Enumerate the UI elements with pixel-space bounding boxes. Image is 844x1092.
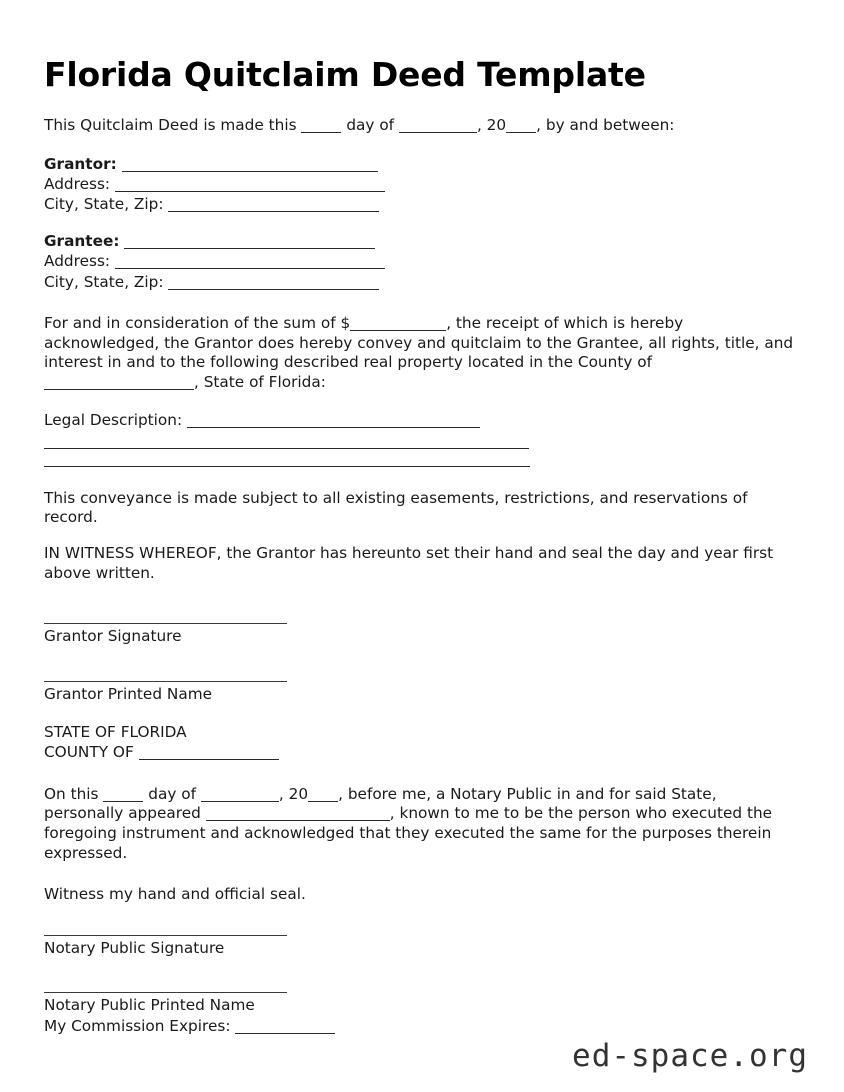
spacer: [44, 763, 800, 785]
consideration-part1-text: For and in consideration of the sum of $: [44, 313, 351, 332]
intro-suffix-text: , by and between:: [536, 115, 675, 134]
county-of-row: [44, 742, 800, 762]
county-of-blank[interactable]: [139, 747, 279, 760]
page-title: Florida Quitclaim Deed Template: [44, 55, 646, 94]
notary-person-blank[interactable]: [206, 808, 390, 821]
notary-part2-text: day of: [148, 784, 197, 803]
grantee-address-row: [44, 251, 800, 271]
notary-part5-text: , known to me to be the person who executed the foregoing instrument and acknowledged that they executed the same for the purposes therein expressed.: [44, 804, 773, 862]
spacer: [44, 215, 800, 231]
spacer: [44, 958, 800, 992]
grantee-name-blank[interactable]: [124, 236, 375, 249]
grantor-name-row: [44, 154, 800, 174]
notary-year-blank[interactable]: [308, 789, 338, 802]
spacer: [44, 863, 800, 885]
intro-mid2-text: , 20: [476, 115, 507, 134]
notary-acknowledgement-paragraph: [44, 785, 800, 863]
grantee-city-label: City, State, Zip:: [44, 272, 164, 291]
intro-paragraph: [44, 116, 800, 136]
grantor-printed-name-line[interactable]: [44, 681, 287, 682]
grantor-signature-line[interactable]: [44, 623, 287, 624]
grantor-name-label: Grantor:: [44, 154, 117, 173]
legal-description-label: Legal Description:: [44, 411, 183, 430]
notary-part3-text: , 20: [278, 784, 309, 803]
consideration-amount-blank[interactable]: [350, 318, 446, 331]
grantor-city-label: City, State, Zip:: [44, 195, 164, 214]
grantor-address-row: [44, 174, 800, 194]
intro-month-blank[interactable]: [399, 120, 477, 133]
consideration-county-blank[interactable]: [44, 377, 194, 390]
grantee-city-row: [44, 272, 800, 292]
grantor-address-blank[interactable]: [115, 179, 385, 192]
spacer: [44, 292, 800, 314]
notary-printed-name-line[interactable]: [44, 992, 287, 993]
grantor-city-row: [44, 194, 800, 214]
notary-part1-text: On this: [44, 784, 99, 803]
spacer: [44, 528, 800, 544]
spacer: [44, 392, 800, 410]
intro-year-blank[interactable]: [506, 120, 536, 133]
notary-printed-name-label: Notary Public Printed Name: [44, 996, 255, 1015]
notary-part4-text: , before me, a Notary Public in and for said State, personally appeared: [44, 784, 717, 823]
notary-signature-label: Notary Public Signature: [44, 938, 225, 957]
conveyance-paragraph: This conveyance is made subject to all existing easements, restrictions, and reservations of record.: [44, 488, 748, 527]
site-watermark: ed-space.org: [572, 1038, 808, 1074]
commission-expires-row: [44, 1016, 800, 1036]
witness-whereof-paragraph: IN WITNESS WHEREOF, the Grantor has hereunto set their hand and seal the day and year first above written.: [44, 543, 774, 582]
grantee-address-label: Address:: [44, 252, 111, 271]
spacer: [44, 467, 800, 489]
notary-signature-line[interactable]: [44, 935, 287, 936]
county-of-label: COUNTY OF: [44, 743, 134, 762]
grantee-name-row: [44, 231, 800, 251]
spacer: [44, 905, 800, 935]
grantor-printed-name-label: Grantor Printed Name: [44, 684, 213, 703]
state-of-florida-row: [44, 722, 800, 742]
legal-description-blank-2[interactable]: [44, 448, 529, 449]
spacer: [44, 647, 800, 681]
spacer: [44, 583, 800, 623]
legal-description-row: [44, 410, 800, 430]
intro-prefix-text: This Quitclaim Deed is made this: [44, 115, 297, 134]
grantor-name-blank[interactable]: [122, 159, 378, 172]
consideration-part3-text: , State of Florida:: [194, 372, 326, 391]
grantor-address-label: Address:: [44, 174, 111, 193]
witness-seal-paragraph: Witness my hand and official seal.: [44, 885, 306, 904]
notary-day-blank[interactable]: [103, 789, 143, 802]
grantee-name-label: Grantee:: [44, 231, 120, 250]
grantor-city-blank[interactable]: [168, 199, 379, 212]
grantee-city-blank[interactable]: [168, 277, 379, 290]
spacer: [44, 136, 800, 154]
spacer: [44, 704, 800, 722]
grantor-signature-label: Grantor Signature: [44, 627, 182, 646]
intro-day-blank[interactable]: [301, 120, 341, 133]
commission-expires-blank[interactable]: [235, 1021, 335, 1034]
notary-month-blank[interactable]: [201, 789, 279, 802]
intro-mid1-text: day of: [346, 115, 395, 134]
legal-description-blank-1[interactable]: [187, 415, 480, 428]
state-of-florida-label: STATE OF FLORIDA: [44, 722, 187, 741]
spacer: [44, 94, 800, 116]
commission-expires-label: My Commission Expires:: [44, 1016, 231, 1035]
consideration-paragraph: [44, 314, 800, 392]
consideration-part2-text: , the receipt of which is hereby acknowledged, the Grantor does hereby convey and quitclaim to the Grantee, all rights, title, and interest in and to the following described real property located in the County of: [44, 313, 794, 372]
grantee-address-blank[interactable]: [115, 256, 385, 269]
